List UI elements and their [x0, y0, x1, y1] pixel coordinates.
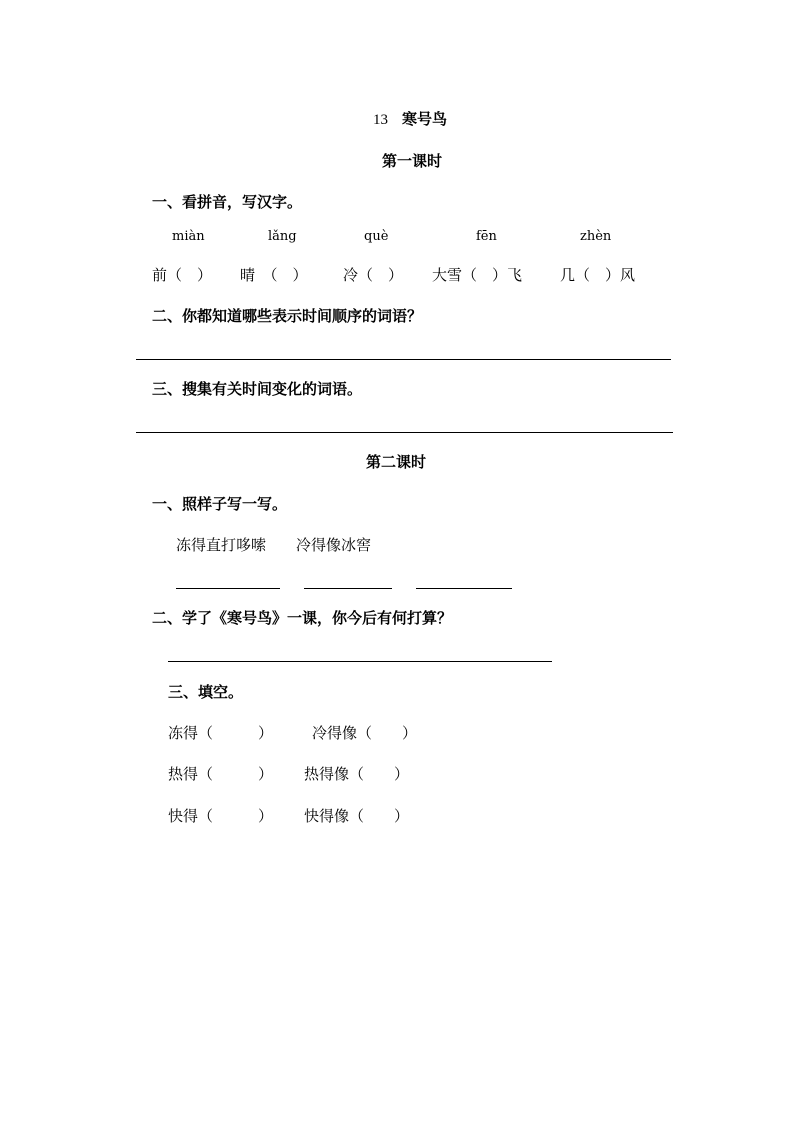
answer-line	[136, 359, 671, 360]
lesson-name: 寒号鸟	[402, 110, 448, 128]
fill-item: 快得（ ）	[168, 807, 274, 825]
example-2: 冷得像冰窖	[296, 536, 372, 554]
lesson2-question-3: 三、填空。	[168, 683, 244, 701]
answer-cell-3: 冷（ ）	[343, 266, 404, 284]
lesson2-question-1: 一、照样子写一写。	[152, 495, 288, 513]
page-title	[373, 108, 447, 129]
answer-line	[176, 588, 280, 589]
pinyin-1: miàn	[172, 229, 205, 244]
pinyin-3: què	[364, 229, 389, 244]
lesson1-question-3: 三、搜集有关时间变化的词语。	[152, 380, 363, 398]
fill-item: 冷得像（ ）	[312, 724, 418, 742]
pinyin-2: lǎng	[268, 229, 297, 244]
fill-item: 热得（ ）	[168, 765, 274, 783]
fill-item: 热得像（ ）	[304, 765, 410, 783]
answer-cell-2: 晴 （ ）	[240, 266, 308, 284]
answer-cell-1: 前（ ）	[152, 266, 213, 284]
lesson2-heading: 第二课时	[366, 453, 427, 471]
fill-item: 快得像（ ）	[304, 807, 410, 825]
pinyin-5: zhèn	[580, 229, 612, 244]
answer-line	[168, 661, 552, 662]
lesson1-question-1: 一、看拼音，写汉字。	[152, 193, 303, 211]
answer-cell-4: 大雪（ ）飞	[432, 266, 523, 284]
answer-cell-5: 几（ ）风	[560, 266, 636, 284]
lesson1-heading: 第一课时	[382, 152, 443, 170]
pinyin-4: fēn	[476, 229, 497, 244]
fill-item: 冻得（ ）	[168, 724, 274, 742]
answer-line	[304, 588, 392, 589]
lesson-number: 13	[373, 112, 388, 128]
answer-line	[136, 432, 673, 433]
answer-line	[416, 588, 512, 589]
lesson1-question-2: 二、你都知道哪些表示时间顺序的词语？	[152, 307, 423, 325]
lesson2-question-2: 二、学了《寒号鸟》一课，你今后有何打算？	[152, 609, 453, 627]
example-1: 冻得直打哆嗦	[176, 536, 267, 554]
